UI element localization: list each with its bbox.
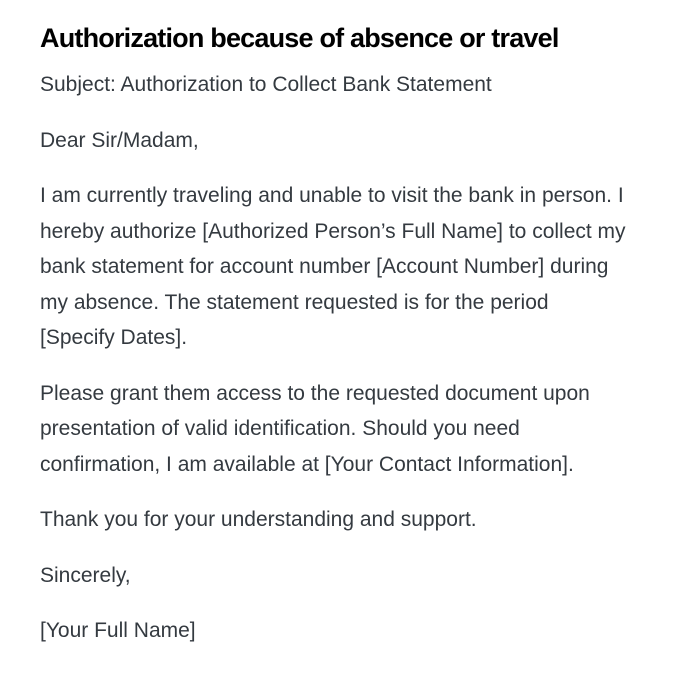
- paragraph-thanks: Thank you for your understanding and support.: [40, 508, 477, 531]
- paragraph-authorization-body: I am currently traveling and unable to visit the bank in person. I hereby authorize [Authorized Person’s Full Name] to collect my bank statement for account number [Account Number] during my absence. The statement requested is for the period [Specify Dates].: [40, 184, 626, 349]
- paragraph-signoff: Sincerely,: [40, 563, 131, 587]
- paragraph-access-request: Please grant them access to the requested document upon presentation of valid identification. Should you need confirmation, I am available at [Your Contact Information].: [40, 381, 590, 476]
- page-title: Authorization because of absence or travel: [40, 23, 559, 53]
- paragraph-subject-line: Subject: Authorization to Collect Bank Statement: [40, 73, 492, 96]
- paragraph-salutation: Dear Sir/Madam,: [40, 128, 199, 152]
- paragraph-signature-placeholder: [Your Full Name]: [40, 619, 196, 642]
